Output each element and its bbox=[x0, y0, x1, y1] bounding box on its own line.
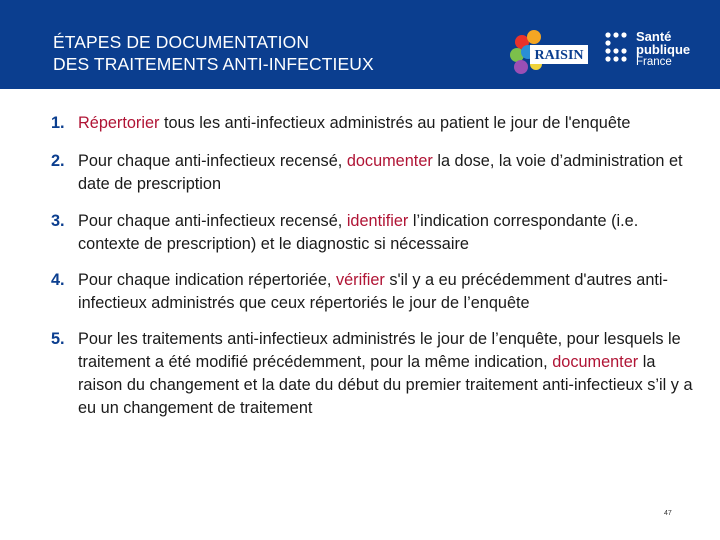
title-line-2: DES TRAITEMENTS ANTI-INFECTIEUX bbox=[53, 54, 374, 74]
header-banner bbox=[0, 0, 720, 89]
page-number: 47 bbox=[664, 510, 672, 517]
step-item-3 bbox=[50, 210, 700, 256]
step-text: l’indication correspondante (i.e. contexte de prescription) et le diagnostic si nécessaire bbox=[78, 212, 639, 253]
step-verb: vérifier bbox=[335, 271, 385, 289]
step-item-1 bbox=[50, 112, 700, 135]
step-item-5 bbox=[50, 328, 700, 420]
step-number: 5. bbox=[51, 330, 65, 348]
sante-publique-france-logo bbox=[604, 30, 704, 76]
step-number: 4. bbox=[51, 271, 65, 289]
spf-dots-icon bbox=[604, 30, 632, 64]
step-item-2 bbox=[50, 150, 700, 196]
step-number: 3. bbox=[51, 212, 65, 230]
steps-list bbox=[50, 112, 700, 420]
step-verb: documenter bbox=[346, 152, 433, 170]
spf-line-1: Santé bbox=[636, 29, 672, 44]
step-item-4 bbox=[50, 269, 700, 315]
step-text: s'il y a eu précédemment d'autres anti-infectieux administrés que ceux répertoriés le jour de l’enquête bbox=[78, 271, 668, 312]
page-title bbox=[53, 31, 374, 75]
step-text-before: Pour chaque anti-infectieux recensé, bbox=[78, 212, 347, 230]
raisin-logo-text: RAISIN bbox=[534, 48, 584, 63]
raisin-logo bbox=[508, 28, 590, 78]
step-text: la raison du changement et la date du début du premier traitement anti-infectieux s’il y a eu un changement de traitement bbox=[78, 353, 693, 417]
step-text: tous les anti-infectieux administrés au patient le jour de l'enquête bbox=[159, 114, 631, 132]
step-verb: documenter bbox=[552, 353, 639, 371]
step-text-before: Pour chaque anti-infectieux recensé, bbox=[78, 152, 347, 170]
spf-wordmark bbox=[636, 30, 690, 69]
title-line-1: ÉTAPES DE DOCUMENTATION bbox=[53, 32, 310, 52]
step-text-before: Pour chaque indication répertoriée, bbox=[78, 271, 336, 289]
step-text-before: Pour les traitements anti-infectieux administrés le jour de l’enquête, pour lesquels le traitement a été modifié précédemment, pour la même indication, bbox=[78, 330, 681, 371]
step-number: 2. bbox=[51, 152, 65, 170]
spf-line-2: publique bbox=[636, 42, 691, 57]
step-verb: identifier bbox=[346, 212, 409, 230]
spf-line-3: France bbox=[636, 56, 672, 68]
step-verb: Répertorier bbox=[78, 114, 160, 132]
step-text: la dose, la voie d’administration et date de prescription bbox=[78, 152, 683, 193]
step-number: 1. bbox=[51, 114, 65, 132]
